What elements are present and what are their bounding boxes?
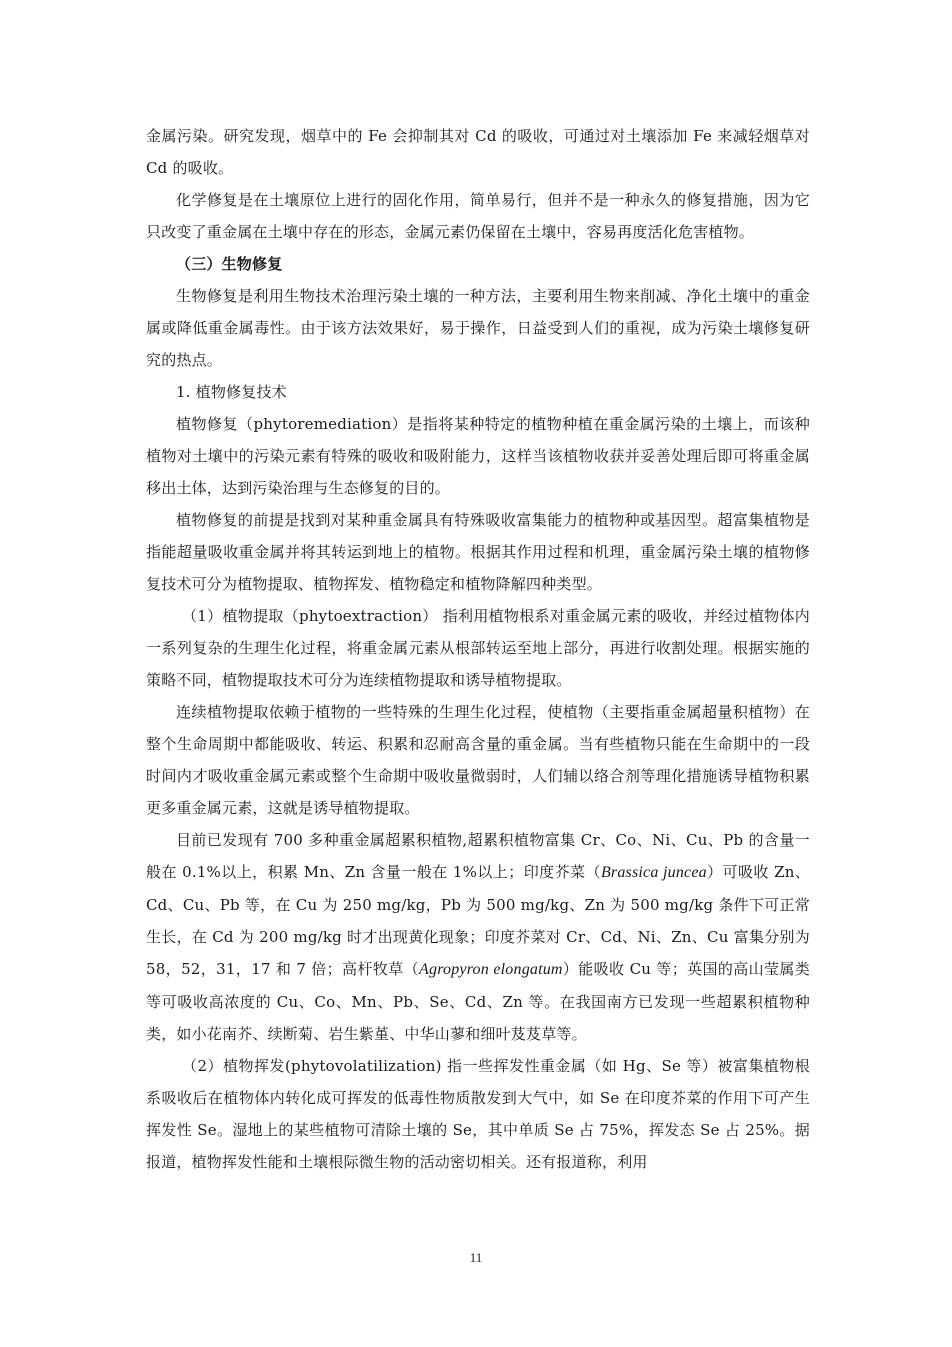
text-run: 目前已发现有 700 多种重金属超累积植物,超累积植物富集 Cr、Co、Ni、Cu、Pb 的含量一般在 0.1%以上，积累 Mn、Zn 含量一般在 1%以上；印度芥菜（	[146, 831, 810, 881]
text-run: ）能吸收 Cu 等；英国的高山莹属类等可吸收高浓度的 Cu、Co、Mn、Pb、Se、Cd、Zn 等。在我国南方已发现一些超累积植物种类，如小花南芥、续断菊、岩生紫堇、中华山蓼和细叶芨芨草等。	[146, 960, 811, 1043]
paragraph-biological-remediation: 生物修复是利用生物技术治理污染土壤的一种方法，主要利用生物来削减、净化土壤中的重金属或降低重金属毒性。由于该方法效果好，易于操作，日益受到人们的重视，成为污染土壤修复研究的热点。	[146, 287, 810, 369]
paragraph-phytoextraction: （1）植物提取（phytoextraction） 指利用植物根系对重金属元素的吸收，并经过植物体内一系列复杂的生理生化过程，将重金属元素从根部转运至地上部分，再进行收割处理。根据实施的策略不同，植物提取技术可分为连续植物提取和诱导植物提取。	[146, 607, 810, 689]
paragraph-continuation: 金属污染。研究发现，烟草中的 Fe 会抑制其对 Cd 的吸收，可通过对土壤添加 Fe 来减轻烟草对 Cd 的吸收。	[146, 127, 810, 177]
paragraph-hyperaccumulators	[146, 824, 810, 1050]
paragraph-continuous-extraction: 连续植物提取依赖于植物的一些特殊的生理生化过程，使植物（主要指重金属超量积植物）在整个生命周期中都能吸收、转运、积累和忍耐高含量的重金属。当有些植物只能在生命期中的一段时间内才吸收重金属元素或整个生命期中吸收量微弱时，人们辅以络合剂等理化措施诱导植物积累更多重金属元素，这就是诱导植物提取。	[146, 703, 810, 817]
paragraph-phytoremediation-definition: 植物修复（phytoremediation）是指将某种特定的植物种植在重金属污染的土壤上，而该种植物对土壤中的污染元素有特殊的吸收和吸附能力，这样当该植物收获并妥善处理后即可将重金属移出土体，达到污染治理与生态修复的目的。	[146, 415, 810, 497]
paragraph-phytovolatilization: （2）植物挥发(phytovolatilization) 指一些挥发性重金属（如 Hg、Se 等）被富集植物根系吸收后在植物体内转化成可挥发的低毒性物质散发到大气中，如 Se 在印度芥菜的作用下可产生挥发性 Se。湿地上的某些植物可清除土壤的 Se，其中单质 Se 占 75%，挥发态 Se 占 25%。据报道，植物挥发性能和土壤根际微生物的活动密切相关。还有报道称，利用	[146, 1057, 810, 1171]
paragraph-phytoremediation-premise: 植物修复的前提是找到对某种重金属具有特殊吸收富集能力的植物种或基因型。超富集植物是指能超量吸收重金属并将其转运到地上的植物。根据其作用过程和机理，重金属污染土壤的植物修复技术可分为植物提取、植物挥发、植物稳定和植物降解四种类型。	[146, 511, 810, 593]
body-text	[146, 120, 810, 1178]
section-heading-biological-remediation: （三）生物修复	[176, 255, 283, 273]
species-name-brassica: Brassica juncea	[600, 864, 707, 881]
subheading-phytoremediation: 1. 植物修复技术	[176, 383, 287, 401]
species-name-agropyron: Agropyron elongatum	[419, 961, 563, 978]
text-run: ）可吸收 Zn、Cd、Cu、Pb 等，在 Cu 为 250 mg/kg，Pb 为 500 mg/kg、Zn 为 500 mg/kg 条件下可正常生长，在 Cd 为 200 mg/kg 时才出现黄化现象；印度芥菜对 Cr、Cd、Ni、Zn、Cu 富集分别为 58，52，31，17 和 7 倍；高杆牧草（	[146, 863, 811, 978]
paragraph-chemical-remediation: 化学修复是在土壤原位上进行的固化作用，简单易行，但并不是一种永久的修复措施，因为它只改变了重金属在土壤中存在的形态，金属元素仍保留在土壤中，容易再度活化危害植物。	[146, 191, 810, 241]
page-number: 11	[469, 1250, 483, 1265]
